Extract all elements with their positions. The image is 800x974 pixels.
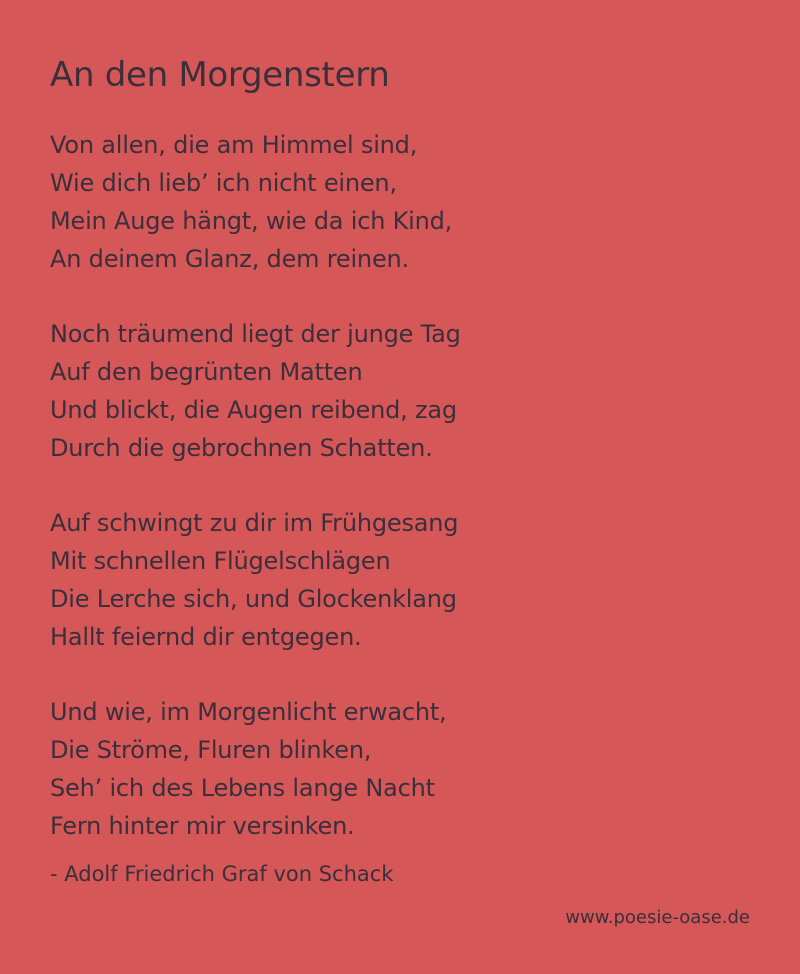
poem-line: Und wie, im Morgenlicht erwacht, [50, 698, 447, 726]
stanza-2 [50, 315, 461, 467]
poem-line: Noch träumend liegt der junge Tag [50, 320, 461, 348]
poem-line: Auf den begrünten Matten [50, 358, 363, 386]
poem-line: Seh’ ich des Lebens lange Nacht [50, 774, 435, 802]
poem-body [50, 126, 461, 882]
poem-line: Von allen, die am Himmel sind, [50, 131, 418, 159]
poem-line: Die Ströme, Fluren blinken, [50, 736, 372, 764]
poem-author: - Adolf Friedrich Graf von Schack [50, 862, 394, 886]
stanza-3 [50, 504, 461, 656]
poem-title: An den Morgenstern [50, 55, 390, 95]
stanza-4 [50, 693, 461, 845]
poem-line: Die Lerche sich, und Glockenklang [50, 585, 457, 613]
poem-line: Hallt feiernd dir entgegen. [50, 623, 362, 651]
poem-line: Und blickt, die Augen reibend, zag [50, 396, 457, 424]
website-watermark: www.poesie-oase.de [565, 907, 750, 928]
poem-line: Mein Auge hängt, wie da ich Kind, [50, 207, 453, 235]
poem-line: Durch die gebrochnen Schatten. [50, 434, 433, 462]
poem-line: Auf schwingt zu dir im Frühgesang [50, 509, 459, 537]
poem-line: Mit schnellen Flügelschlägen [50, 547, 391, 575]
poem-line: An deinem Glanz, dem reinen. [50, 245, 409, 273]
poem-line: Fern hinter mir versinken. [50, 812, 355, 840]
stanza-1 [50, 126, 461, 278]
poem-line: Wie dich lieb’ ich nicht einen, [50, 169, 397, 197]
